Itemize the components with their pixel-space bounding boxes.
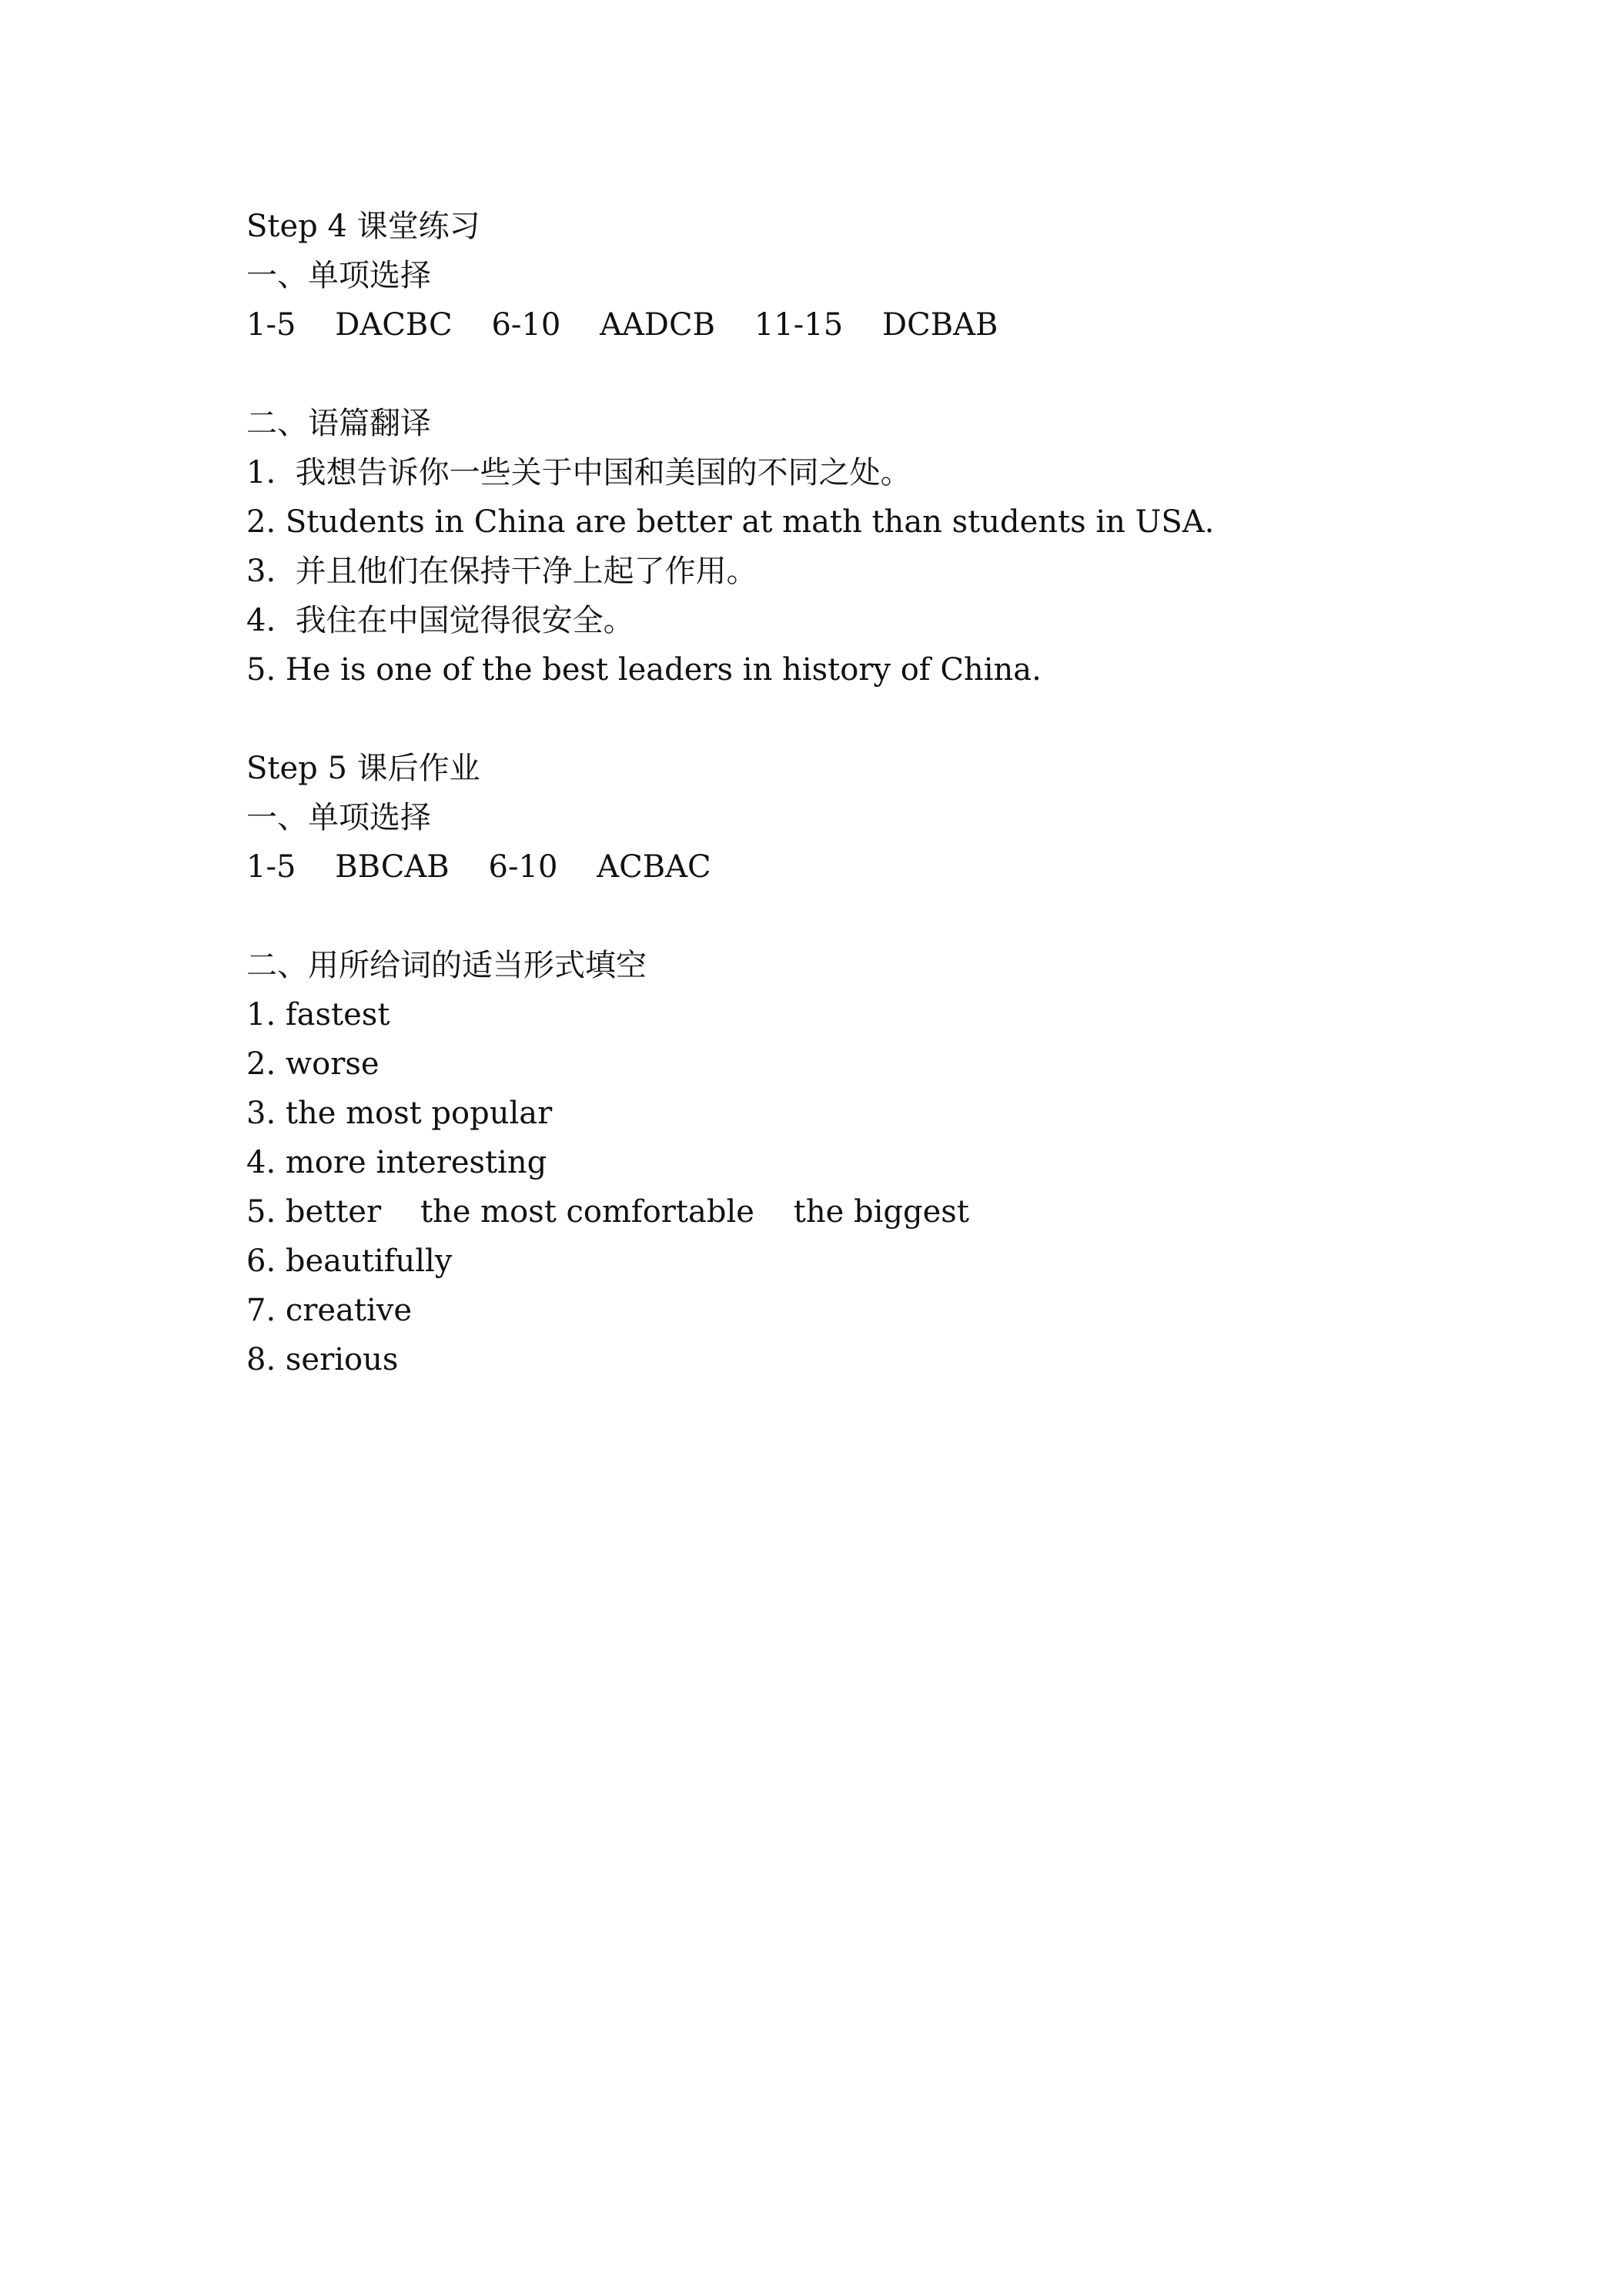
step4-section1-answers: 1-5 DACBC 6-10 AADCB 11-15 DCBAB (246, 307, 998, 343)
step5-fill-item-1: 1. fastest (246, 997, 390, 1033)
step5-section1-answers: 1-5 BBCAB 6-10 ACBAC (246, 849, 711, 885)
step5-fill-item-5: 5. better the most comfortable the biggest (246, 1194, 969, 1230)
step4-translation-item-3: 3. 并且他们在保持干净上起了作用。 (246, 554, 757, 589)
step5-fill-item-2: 2. worse (246, 1046, 380, 1082)
step5-section1-title: 一、单项选择 (246, 800, 431, 835)
step5-fill-item-7: 7. creative (246, 1293, 413, 1328)
step5-fill-item-6: 6. beautifully (246, 1243, 453, 1279)
step5-fill-item-4: 4. more interesting (246, 1145, 547, 1180)
step4-translation-item-2: 2. Students in China are better at math than students in USA. (246, 504, 1215, 540)
step4-section1-title: 一、单项选择 (246, 258, 431, 293)
step4-section2-title: 二、语篇翻译 (246, 406, 431, 441)
step4-translation-item-5: 5. He is one of the best leaders in history of China. (246, 652, 1042, 688)
step5-fill-item-8: 8. serious (246, 1342, 399, 1377)
step4-translation-item-1: 1. 我想告诉你一些关于中国和美国的不同之处。 (246, 455, 911, 490)
step4-translation-item-4: 4. 我住在中国觉得很安全。 (246, 603, 634, 638)
step5-heading: Step 5 课后作业 (246, 751, 480, 786)
step5-fill-item-3: 3. the most popular (246, 1096, 553, 1131)
step4-heading: Step 4 课堂练习 (246, 209, 480, 244)
step5-section2-title: 二、用所给词的适当形式填空 (246, 948, 647, 983)
